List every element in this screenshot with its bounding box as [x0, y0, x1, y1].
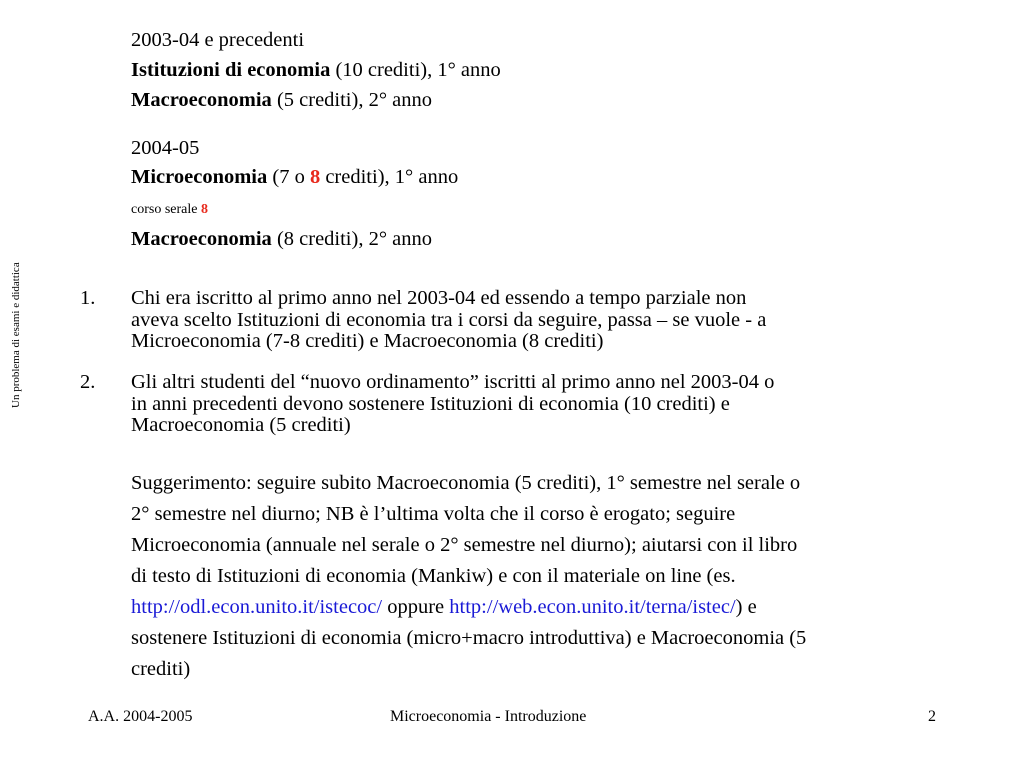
side-label: Un problema di esami e didattica — [10, 262, 22, 408]
course-title: Istituzioni di economia — [131, 59, 331, 81]
heading-2004: 2004-05 — [131, 137, 200, 159]
item-number-1: 1. — [80, 287, 96, 309]
course-macro-2003 — [131, 90, 432, 110]
course-istituzioni-2003 — [131, 60, 501, 80]
item-text-1: Chi era iscritto al primo anno nel 2003-04 ed essendo a tempo parziale non aveva scelto Istituzioni di economia tra i corsi da seguire, passa – se vuole - a Microeconomia (7-8 crediti) e Macroeconomia (8 crediti) — [131, 287, 767, 352]
footer-page-number: 2 — [928, 708, 936, 725]
course-title: Macroeconomia — [131, 89, 272, 111]
course-title: Macroeconomia — [131, 228, 272, 250]
link-terna-istec[interactable]: http://web.econ.unito.it/terna/istec/ — [449, 596, 736, 618]
link-istecoc[interactable]: http://odl.econ.unito.it/istecoc/ — [131, 596, 383, 618]
suggestion-paragraph: Suggerimento: seguire subito Macroeconomia (5 crediti), 1° semestre nel serale o 2° semestre nel diurno; NB è l’ultima volta che il corso è erogato; seguire Microeconomia (annuale nel serale o 2° semestre nel diurno); aiutarsi con il libro di testo di Istituzioni di economia (Mankiw) e con il materiale on line (es. http://odl.econ.unito.it/istecoc/ oppure http://web.econ.unito.it/terna/istec/) e sostenere Istituzioni di economia (micro+macro introduttiva) e Macroeconomia (5 crediti) — [131, 468, 991, 685]
footer-course-title: Microeconomia - Introduzione — [390, 708, 587, 725]
course-details: (8 crediti), 2° anno — [271, 228, 432, 250]
links-line: http://odl.econ.unito.it/istecoc/ oppure http://web.econ.unito.it/terna/istec/) e — [131, 596, 757, 618]
footer-academic-year: A.A. 2004-2005 — [88, 708, 193, 725]
course-details: (5 crediti), 2° anno — [271, 89, 432, 111]
course-details: (10 crediti), 1° anno — [330, 59, 501, 81]
serale-note: corso serale 8 — [131, 202, 208, 217]
course-micro-2004: Microeconomia (7 o 8 crediti), 1° anno — [131, 166, 459, 188]
course-macro-2004 — [131, 229, 432, 249]
credits-highlight: 8 — [309, 166, 321, 188]
course-title: Microeconomia — [131, 166, 268, 188]
item-number-2: 2. — [80, 371, 96, 393]
heading-2003: 2003-04 e precedenti — [131, 29, 305, 51]
serale-credits-highlight: 8 — [200, 202, 208, 217]
item-text-2: Gli altri studenti del “nuovo ordinamento” iscritti al primo anno nel 2003-04 o in anni precedenti devono sostenere Istituzioni di economia (10 crediti) e Macroeconomia (5 crediti) — [131, 371, 775, 436]
